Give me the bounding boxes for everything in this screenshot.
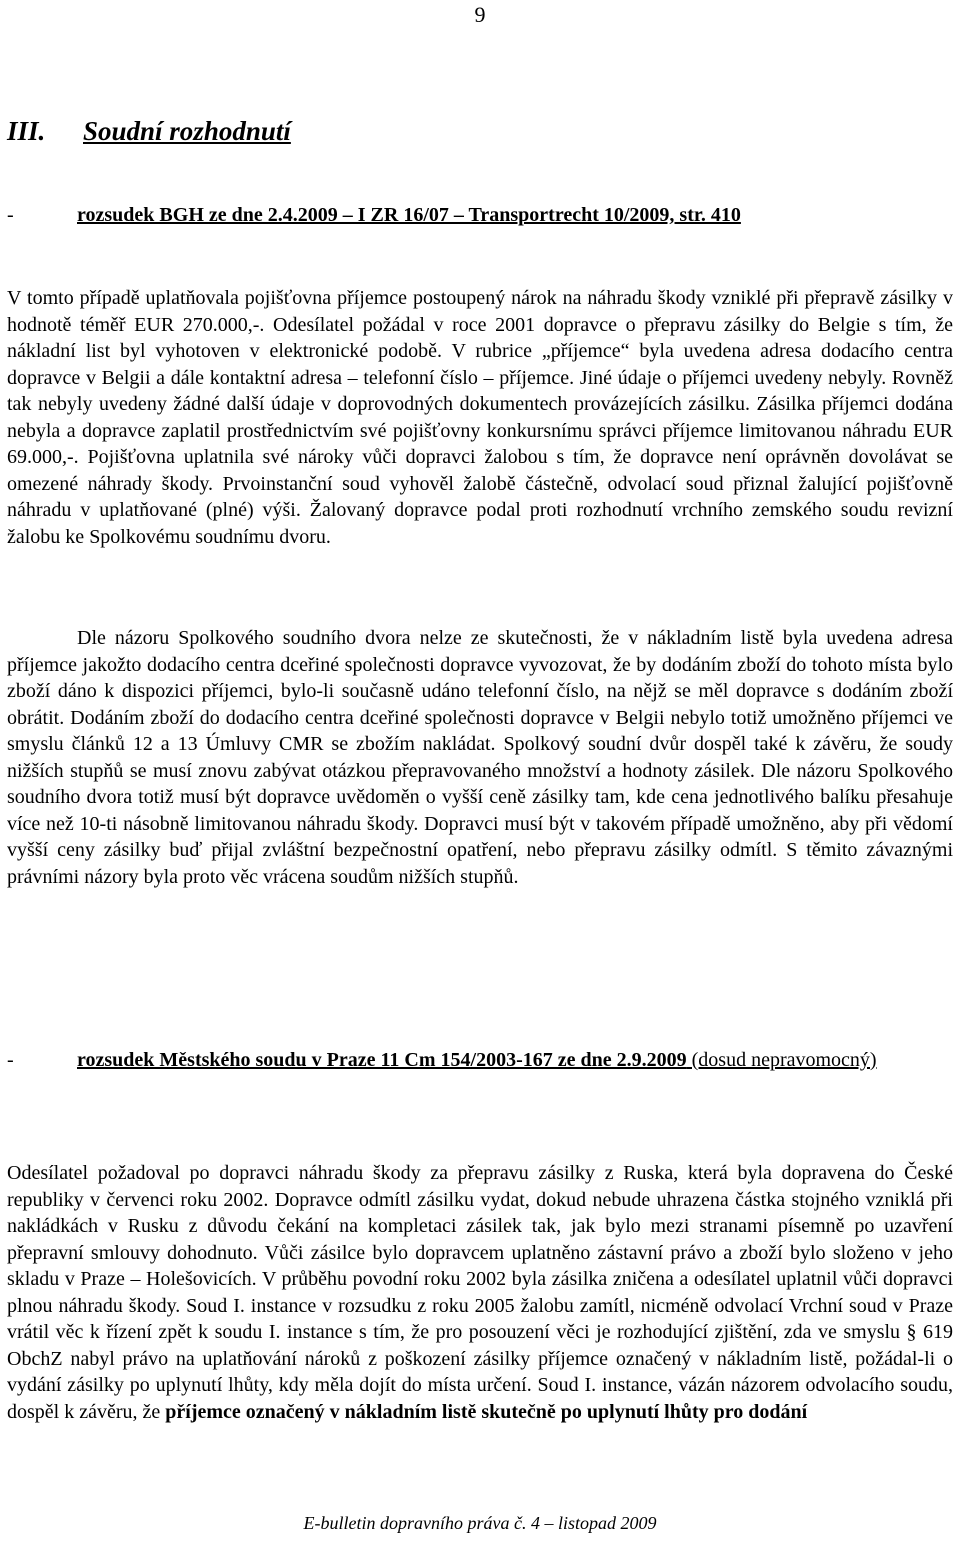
- section-heading: [7, 116, 291, 147]
- list-dash: -: [7, 1049, 14, 1071]
- decision-2-paragraph-bold: příjemce označený v nákladním listě skutečně po uplynutí lhůty pro dodání: [165, 1400, 808, 1423]
- decision-2-reference-note: (dosud nepravomocný): [686, 1049, 877, 1071]
- decision-1-paragraph-2: Dle názoru Spolkového soudního dvora nelze ze skutečnosti, že v nákladním listě byla uvedena adresa příjemce jakožto dodacího centra dceřiné společnosti dopravce vyvozovat, že by dodáním zboží do tohoto místa bylo zboží dáno k dispozici příjemci, bylo-li současně udáno telefonní číslo, na nějž se měl dopravce s dodáním zboží obrátit. Dodáním zboží do dodacího centra dceřiné společnosti dopravce v Belgii nebylo totiž umožněno příjemci ve smyslu článků 12 a 13 Úmluvy CMR se zbožím nakládat. Spolkový soudní dvůr dospěl také k závěru, že soudy nižších stupňů se musí znovu zabývat otázkou přepravovaného množství a hodnoty zásilek. Dle názoru Spolkového soudního dvora totiž musí být dopravce uvědoměn o vyšší ceně zásilky tam, kde cena jednotlivého balíku přesahuje více než 10-ti násobně limitovanou náhradu škody. Dopravci musí být v takovém případě umožněno, aby při vědomí vyšší ceny zásilky buď přijal zvláštní bezpečnostní opatření, nebo přepravu zásilky odmítl. S těmito závaznými právními názory byla proto věc vrácena soudům nižších stupňů.: [7, 627, 953, 888]
- page-footer: E-bulletin dopravního práva č. 4 – listopad 2009: [303, 1513, 657, 1533]
- decision-1-reference: [7, 202, 953, 229]
- page-number: 9: [474, 2, 486, 27]
- decision-2-paragraph: [7, 1160, 953, 1425]
- decision-1-paragraph-1: V tomto případě uplatňovala pojišťovna příjemce postoupený nárok na náhradu škody vzniklé při přepravě zásilky v hodnotě téměř EUR 270.000,-. Odesílatel požádal v roce 2001 dopravce o přepravu zásilky do Belgie s tím, že nákladní list byl vyhotoven v elektronické podobě. V rubrice „příjemce“ byla uvedena adresa dodacího centra dopravce v Belgii a dále kontaktní adresa – telefonní číslo – příjemce. Jiné údaje o příjemci uvedeny nebyly. Rovněž tak nebyly uvedeny žádné další údaje v doprovodných dokumentech provázejících zásilku. Zásilka příjemci dodána nebyla a dopravce zaplatil prostřednictvím své pojišťovny konkursnímu správci příjemce limitovanou náhradu EUR 69.000,-. Pojišťovna uplatnila své nároky vůči dopravci žalobou s tím, že dopravce není oprávněn dovolávat se omezené náhrady škody. Prvoinstanční soud vyhověl žalobě částečně, odvolací soud přiznal žalující pojišťovně náhradu v uplatňované (plné) výši. Žalovaný dopravce podal proti rozhodnutí vrchního zemského soudu revizní žalobu ke Spolkovému soudnímu dvoru.: [7, 287, 953, 548]
- decision-2-reference-text: [77, 1047, 953, 1074]
- section-title: Soudní rozhodnutí: [83, 116, 291, 146]
- decision-2-reference: [7, 1047, 953, 1074]
- section-number: III.: [7, 116, 46, 146]
- list-dash: -: [7, 204, 14, 226]
- decision-1-reference-text: rozsudek BGH ze dne 2.4.2009 – I ZR 16/07 – Transportrecht 10/2009, str. 410: [77, 204, 741, 226]
- decision-2-paragraph-text: Odesílatel požadoval po dopravci náhradu škody za přepravu zásilky z Ruska, která byla dopravena do České republiky v červenci roku 2002. Dopravce odmítl zásilku vydat, dokud nebude uhrazena částka stojného vzniklá při nakládkách v Rusku z důvodu čekání na kompletaci zásilek tak, jak bylo mezi stranami písemně po uzavření přepravní smlouvy dohodnuto. Vůči zásilce bylo dopravcem uplatněno zástavní právo a zboží bylo složeno v jeho skladu v Praze – Holešovicích. V průběhu povodní roku 2002 byla zásilka zničena a odesílatel uplatnil vůči dopravci plnou náhradu škody. Soud I. instance v rozsudku z roku 2005 žalobu zamítl, nicméně odvolací Vrchní soud v Praze vrátil věc k řízení zpět k soudu I. instance s tím, že pro posouzení věci je rozhodující zjištění, zda ve smyslu § 619 ObchZ nabyl právo na uplatňování nároků z poškození zásilky příjemce označený v nákladním listě, požádal-li o vydání zásilky po uplynutí lhůty, kdy měla dojít do místa určení. Soud I. instance, vázán názorem odvolacího soudu, dospěl k závěru, že: [7, 1162, 953, 1423]
- decision-2-reference-bold: rozsudek Městského soudu v Praze 11 Cm 154/2003-167 ze dne 2.9.2009: [77, 1049, 687, 1071]
